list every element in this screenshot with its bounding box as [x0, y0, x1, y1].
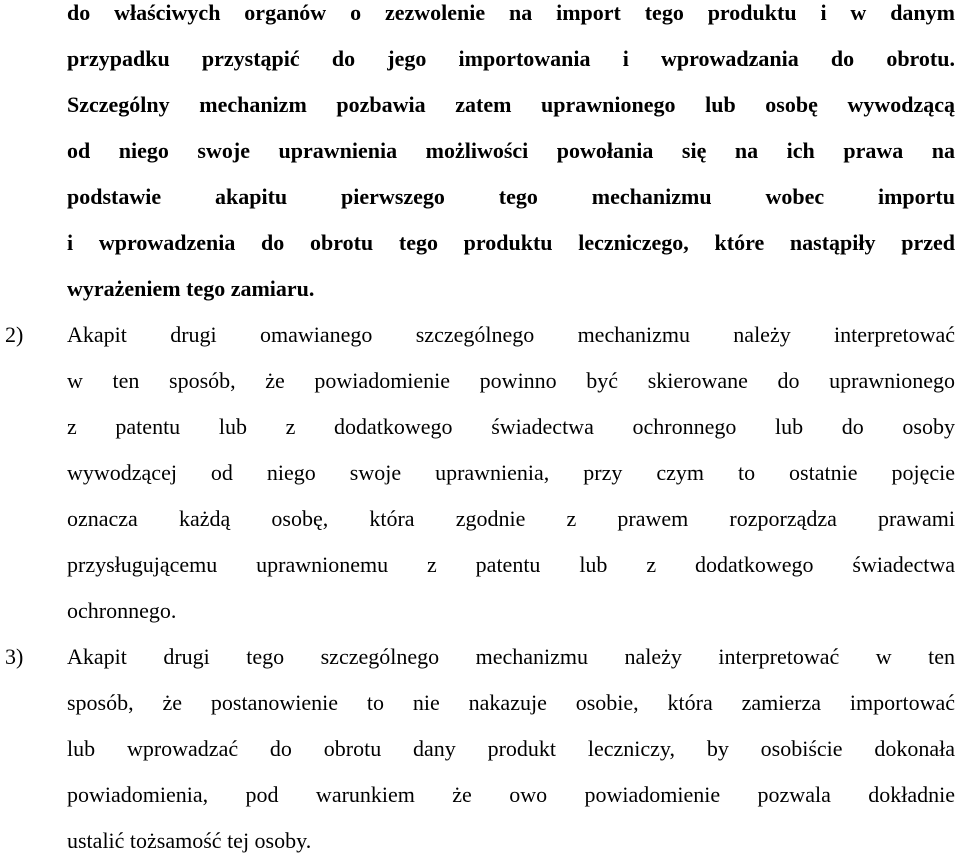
text-line: ustalić tożsamość tej osoby. [67, 828, 312, 853]
text-line: wywodzącej od niego swoje uprawnienia, przy czym to ostatnie pojęcie [67, 460, 955, 485]
text-line: Szczególny mechanizm pozbawia zatem uprawnionego lub osobę wywodzącą [67, 92, 955, 117]
list-marker: 2) [5, 322, 24, 347]
text-line: i wprowadzenia do obrotu tego produktu leczniczego, które nastąpiły przed [67, 230, 955, 255]
text-line: przypadku przystąpić do jego importowania i wprowadzania do obrotu. [67, 46, 955, 71]
text-line: powiadomienia, pod warunkiem że owo powiadomienie pozwala dokładnie [67, 782, 955, 807]
text-line: do właściwych organów o zezwolenie na import tego produktu i w danym [67, 0, 955, 25]
text-line: lub wprowadzać do obrotu dany produkt leczniczy, by osobiście dokonała [67, 736, 955, 761]
text-line: w ten sposób, że powiadomienie powinno być skierowane do uprawnionego [67, 368, 955, 393]
text-line: podstawie akapitu pierwszego tego mechanizmu wobec importu [67, 184, 955, 209]
text-line: oznacza każdą osobę, która zgodnie z prawem rozporządza prawami [67, 506, 955, 531]
text-line: przysługującemu uprawnionemu z patentu lub z dodatkowego świadectwa [67, 552, 955, 577]
text-line: od niego swoje uprawnienia możliwości powołania się na ich prawa na [67, 138, 955, 163]
text-line: Akapit drugi omawianego szczególnego mechanizmu należy interpretować [67, 322, 955, 347]
text-line: wyrażeniem tego zamiaru. [67, 276, 315, 301]
list-marker: 3) [5, 644, 24, 669]
text-line: sposób, że postanowienie to nie nakazuje osobie, która zamierza importować [67, 690, 955, 715]
text-line: ochronnego. [67, 598, 177, 623]
text-line: Akapit drugi tego szczególnego mechanizmu należy interpretować w ten [67, 644, 955, 669]
text-line: z patentu lub z dodatkowego świadectwa ochronnego lub do osoby [67, 414, 955, 439]
